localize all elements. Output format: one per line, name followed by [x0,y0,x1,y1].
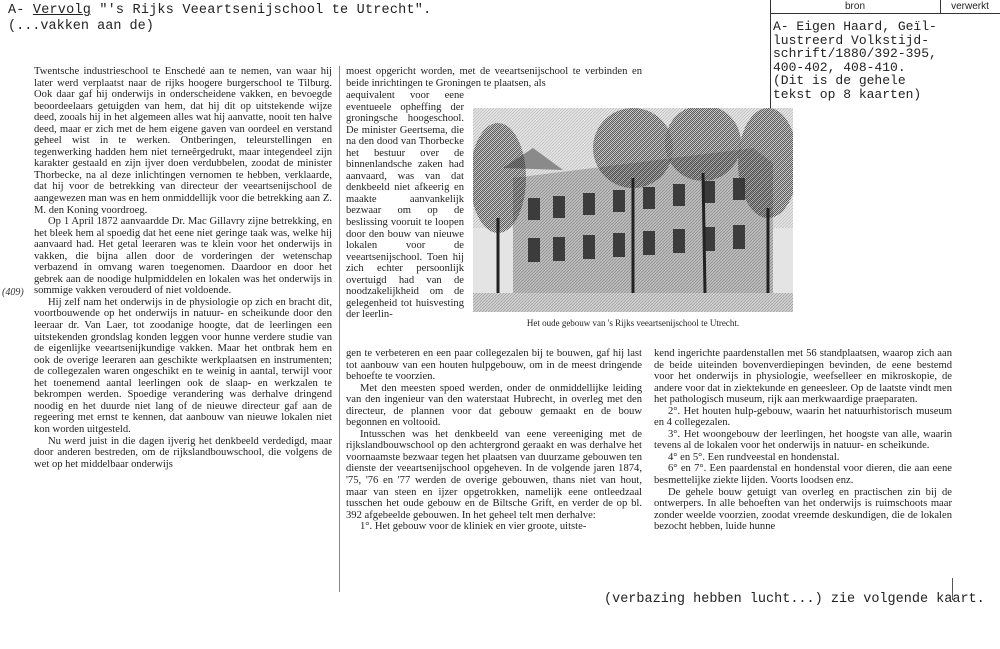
paragraph: Twentsche industrieschool te Enschedé aan te nemen, van waar hij later werd verplaatst naar de rijks hoogere burgerschool te Tilburg. Ook daar gaf hij onderwijs in onderscheidene vakken, en bevoegde beoordeelaars getuigden van hem, dat hij dit op uitstekende wijze deed, zooals hij in het algemeen alles wat hij aanvatte, nooit ten halve deed, maar er zich met de hem eigene gaven van oordeel en verstand geheel wist in te werken. Ontberingen, teleurstellingen en tegenwerking hadden hem niet terneêrgedrukt, maar integendeel zijn karakter gestaald en zijn ijver doen verdubbelen, zoodat de minister Thorbecke, na al deze inlichtingen vernomen te hebben, verklaarde, dat hij voor de betrekking van directeur der veeartsenijschool de aangewezen man was en hem onmiddellijk voor die betrekking aan Z. M. den Koning voordroeg. [34,66,332,216]
paragraph: 4° en 5°. Een rundveestal en hondenstal. [668,451,840,463]
article-column-right-bottom [346,348,642,533]
article-column-left [34,66,332,470]
paragraph: gen te verbeteren en een paar collegezalen bij te bouwen, gaf hij last tot aanbouw van een houten hulpgebouw, om in de meest dringende behoefte te voorzien. [346,348,642,383]
engraving-image [473,108,793,312]
column-rule [339,66,340,592]
title-prefix: A- [8,3,33,18]
paragraph: De gehele bouw getuigt van overleg en practischen zin bij de ontwerpers. In alle behoeften van het onderwijs is ruimschoots maar zonder weelde voorzien, zoodat vreemde deskundigen, die de lokalen bezocht hebben, luide hunne [654,486,952,533]
article-column-beside-illustration: aequivalent voor eene eventueele opheffing der groningsche hoogeschool. De minister Geertsema, die na den dood van Thorbecke het bestuur over de binnenlandsche zaken had aanvaard, was van dat denkbeeld niet afkeerig en maakte aanvankelijk bezwaar om op de beslissing vooruit te loopen door den bouw van nieuwe lokalen voor de veeartsenijschool. Toen hij zich echter persoonlijk overtuigd had van de noodzakelijkheid om de gelegenheid tot huisvesting der leerlin- [346,90,464,321]
article-column-far-right [654,348,952,533]
source-header-rule [770,13,1000,14]
document-subtitle: (...vakken aan de) [8,19,154,34]
paragraph: Op 1 April 1872 aanvaardde Dr. Mac Gillavry zijne betrekking, en het bleek hem al spoedig dat het eene niet geringe taak was, welke hij aanvaard had. Het getal leeraren was te klein voor het onderwijs in vakken, die bijna allen door de vorderingen der wetenschap verbazend in omvang waren toegenomen. Daardoor en door het gebrek aan de noodige hulpmiddelen en lokalen was het onderwijs in sommige vakken verouderd of niet voldoende. [34,216,332,297]
paragraph: 1°. Het gebouw voor de kliniek en vier groote, uitste- [360,521,587,533]
vervolg-label: Vervolg [32,3,92,18]
paragraph: 6° en 7°. Een paardenstal en hondenstal voor dieren, die aan eene besmettelijke ziekte lijden. Voorts loodsen enz. [654,463,952,487]
article-column-right-top: moest opgericht worden, met de veeartsenijschool te verbinden en beide inrichtingen te Groningen te plaatsen, als [346,66,642,89]
document-title [8,3,431,18]
paragraph: 2°. Het houten hulp-gebouw, waarin het natuurhistorisch museum en 4 collegezalen. [654,405,952,429]
illustration-caption: Het oude gebouw van 's Rijks veeartsenijschool te Utrecht. [526,318,740,328]
building-illustration [473,108,793,312]
bron-label: bron [844,1,865,12]
paragraph: kend ingerichte paardenstallen met 56 standplaatsen, waarop zich aan de beide uiteinden bovenverdiepingen bevinden, de eene bestemd voor het onderwijs in physiologie, weefselleer en mikroskopie, de andere voor dat in ziektekunde en geneesleer. Op de laatste vindt men het pathologisch museum, rijk aan merkwaardige praeparaten. [654,348,952,406]
paragraph: Nu werd juist in die dagen ijverig het denkbeeld verdedigd, maar door anderen bestreden, om de rijkslandbouwschool, die volgens de wet op het middelbaar onderwijs [34,435,332,470]
title-text: "'s Rijks Veeartsenijschool te Utrecht". [91,3,432,18]
paragraph: 3°. Het woongebouw der leerlingen, het hoogste van alle, waarin tevens al de lokalen voor het onderwijs in natuur- en scheikunde. [654,428,952,452]
continuation-note: (verbazing hebben lucht...) zie volgende kaart. [604,592,985,607]
paragraph: Hij zelf nam het onderwijs in de physiologie op zich en bracht dit, voortbouwende op het onderwijs in natuur- en scheikunde door den leeraar dr. Van Laer, tot zoodanige hoogte, dat de leerlingen een uitstekenden grondslag konden leggen voor hunne verdere studie van de eigenlijke veeartsenijkundige vakken. Maar het ontbrak hem en ook de overige leeraren aan geschikte werkplaatsen en instrumenten; de collegezalen waren ongeschikt en te weinig in aantal, terwijl voor het toenemend aantal leerlingen ook de slaap- en werkzalen te bekrompen werden. Spoedige verandering was derhalve dringend noodig en het duurde niet lang of de nieuwe directeur gaf aan de regeering met ernst te kennen, dat aanbouw van nieuwe lokalen niet kon worden uitgesteld. [34,296,332,435]
margin-page-note: (409) [2,287,24,298]
paragraph: Intusschen was het denkbeeld van eene vereeniging met de rijkslandbouwschool op den achtergrond geraakt en was derhalve het voornaamste bezwaar tegen het plaatsen van duurzame gebouwen ten dienste der veeartsenijschool opgeheven. In de volgende jaren 1874, '75, '76 en '77 werden de overige gebouwen, thans niet van hout, maar van steen en ijzer opgetrokken, namelijk eene ontleedzaal tusschen het oude gebouw en de Biltsche Grift, en verder de op bl. 392 afgebeelde gebouwen. In het geheel telt men derhalve: [346,428,642,521]
paragraph: Met den meesten spoed werden, onder de onmiddellijke leiding van den ingenieur van den waterstaat Hubrecht, in overleg met den directeur, de plannen voor dat gebouw gemaakt en de bouw begonnen en voltooid. [346,382,642,429]
source-reference: A- Eigen Haard, Geïl- lustreerd Volkstijd- schrift/1880/392-395, 400-402, 408-410. (Dit is de gehele tekst op 8 kaarten) [773,19,937,102]
verwerkt-label: verwerkt [951,1,989,12]
